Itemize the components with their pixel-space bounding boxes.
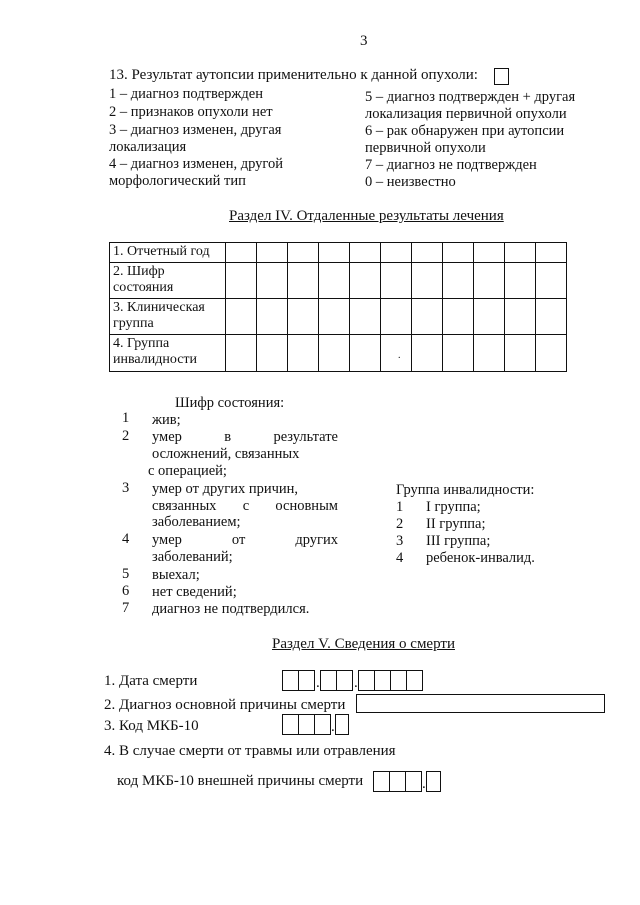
table-cell[interactable] [443, 335, 474, 372]
word: других [295, 532, 338, 548]
status-num-5: 5 [122, 566, 130, 582]
external-code-digit-4[interactable] [426, 771, 441, 792]
table-row [110, 335, 567, 372]
q13-option-1: 1 – диагноз подтвержден [109, 86, 263, 102]
section-4-title: Раздел IV. Отдаленные результаты лечения [229, 208, 504, 224]
date-year-digit-1[interactable] [358, 670, 375, 691]
table-cell[interactable] [412, 335, 443, 372]
q13-option-4-cont: морфологический тип [109, 173, 246, 189]
death-date-label: 1. Дата смерти [104, 673, 198, 689]
page-number: 3 [360, 33, 368, 49]
word: связанных [152, 498, 217, 514]
trauma-label: 4. В случае смерти от травмы или отравления [104, 743, 396, 759]
status-item-1: жив; [152, 412, 181, 428]
long-term-results-table [109, 242, 567, 372]
status-item-5: выехал; [152, 567, 200, 583]
table-cell[interactable] [319, 243, 350, 263]
disability-item-1: I группа; [426, 499, 481, 515]
cell-mark: . [398, 350, 401, 361]
table-cell[interactable] [381, 263, 412, 299]
icd-code-digit-3[interactable] [314, 714, 331, 735]
external-separator: . [422, 776, 426, 792]
status-item-4-cont: заболеваний; [152, 549, 233, 565]
status-item-3-cont2: заболеванием; [152, 514, 241, 530]
table-cell[interactable] [474, 299, 505, 335]
q13-answer-box[interactable] [494, 68, 509, 85]
table-cell[interactable] [536, 263, 567, 299]
table-cell[interactable] [381, 243, 412, 263]
row-label-year: 1. Отчетный год [110, 243, 226, 263]
disability-item-3: III группа; [426, 533, 491, 549]
date-month-digit-1[interactable] [320, 670, 337, 691]
table-cell[interactable] [412, 263, 443, 299]
table-cell[interactable] [226, 299, 257, 335]
disability-title: Группа инвалидности: [396, 482, 535, 498]
table-cell[interactable] [288, 243, 319, 263]
external-code-digit-2[interactable] [389, 771, 406, 792]
diagnosis-label: 2. Диагноз основной причины смерти [104, 697, 346, 713]
table-cell[interactable] [536, 243, 567, 263]
q13-option-3: 3 – диагноз изменен, другая [109, 122, 282, 138]
date-month-digit-2[interactable] [336, 670, 353, 691]
table-cell[interactable] [505, 243, 536, 263]
date-day-digit-2[interactable] [298, 670, 315, 691]
disability-num-3: 3 [396, 533, 404, 549]
table-cell[interactable] [288, 299, 319, 335]
table-cell[interactable] [443, 243, 474, 263]
table-cell[interactable] [350, 335, 381, 372]
icd-code-digit-2[interactable] [298, 714, 315, 735]
disability-num-4: 4 [396, 550, 404, 566]
table-cell[interactable] [257, 335, 288, 372]
status-title: Шифр состояния: [175, 395, 285, 411]
icd-separator: . [331, 719, 335, 735]
table-cell[interactable] [536, 335, 567, 372]
table-cell[interactable] [350, 263, 381, 299]
status-num-1: 1 [122, 410, 130, 426]
row-label-disability: 4. Группа инвалидности [110, 335, 226, 372]
icd-code-digit-4[interactable] [335, 714, 349, 735]
status-num-7: 7 [122, 600, 130, 616]
external-cause-label: код МКБ-10 внешней причины смерти [117, 773, 364, 789]
disability-num-1: 1 [396, 499, 404, 515]
table-cell[interactable] [226, 263, 257, 299]
table-cell[interactable] [288, 263, 319, 299]
disability-num-2: 2 [396, 516, 404, 532]
q13-option-7: 7 – диагноз не подтвержден [365, 157, 537, 173]
table-cell[interactable] [474, 335, 505, 372]
icd-code-label: 3. Код МКБ-10 [104, 718, 199, 734]
q13-option-2: 2 – признаков опухоли нет [109, 104, 273, 120]
q13-option-6: 6 – рак обнаружен при аутопсии [365, 123, 565, 139]
table-cell[interactable] [505, 335, 536, 372]
table-row [110, 263, 567, 299]
table-cell[interactable] [381, 299, 412, 335]
external-code-digit-3[interactable] [405, 771, 422, 792]
status-num-3: 3 [122, 480, 130, 496]
status-item-3: умер от других причин, [152, 481, 299, 497]
q13-option-6-cont: первичной опухоли [365, 140, 486, 156]
q13-option-4: 4 – диагноз изменен, другой [109, 156, 284, 172]
q13-title: 13. Результат аутопсии применительно к данной опухоли: [109, 67, 478, 83]
date-separator: . [316, 675, 320, 691]
table-cell[interactable] [257, 243, 288, 263]
table-cell[interactable] [319, 263, 350, 299]
q13-option-0: 0 – неизвестно [365, 174, 456, 190]
icd-code-digit-1[interactable] [282, 714, 299, 735]
disability-item-4: ребенок-инвалид. [426, 550, 535, 566]
table-cell[interactable] [257, 299, 288, 335]
row-label-clinical-group: 3. Клиническая группа [110, 299, 226, 335]
table-cell[interactable] [505, 299, 536, 335]
status-item-4 [152, 532, 338, 549]
status-item-3-cont [152, 498, 338, 515]
section-5-title: Раздел V. Сведения о смерти [272, 636, 455, 652]
status-item-2-cont2: с операцией; [148, 463, 227, 479]
table-row [110, 299, 567, 335]
table-cell[interactable] [443, 263, 474, 299]
table-cell[interactable] [226, 335, 257, 372]
word: умер [152, 429, 182, 445]
table-cell[interactable] [412, 299, 443, 335]
status-num-6: 6 [122, 583, 130, 599]
table-cell[interactable] [350, 243, 381, 263]
table-cell[interactable] [381, 335, 412, 372]
date-year-digit-3[interactable] [390, 670, 407, 691]
status-item-6: нет сведений; [152, 584, 237, 600]
table-cell[interactable] [319, 335, 350, 372]
table-cell[interactable] [257, 263, 288, 299]
word: в [224, 429, 232, 445]
table-cell[interactable] [474, 243, 505, 263]
date-separator: . [354, 675, 358, 691]
status-num-4: 4 [122, 531, 130, 547]
date-year-digit-2[interactable] [374, 670, 391, 691]
status-num-2: 2 [122, 428, 130, 444]
q13-option-5-cont: локализация первичной опухоли [365, 106, 567, 122]
date-year-digit-4[interactable] [406, 670, 423, 691]
status-item-2 [152, 429, 338, 446]
date-day-digit-1[interactable] [282, 670, 299, 691]
table-cell[interactable] [536, 299, 567, 335]
word: основным [275, 498, 338, 514]
table-cell[interactable] [412, 243, 443, 263]
disability-item-2: II группа; [426, 516, 486, 532]
status-item-7: диагноз не подтвердился. [152, 601, 310, 617]
status-item-2-cont: осложнений, связанных [152, 446, 300, 462]
table-cell[interactable] [443, 299, 474, 335]
row-label-status: 2. Шифр состояния [110, 263, 226, 299]
table-row [110, 243, 567, 263]
q13-option-3-cont: локализация [109, 139, 187, 155]
table-cell[interactable] [505, 263, 536, 299]
table-cell[interactable] [350, 299, 381, 335]
table-cell[interactable] [474, 263, 505, 299]
table-cell[interactable] [319, 299, 350, 335]
diagnosis-field[interactable] [356, 694, 605, 713]
word: результате [273, 429, 338, 445]
word: умер [152, 532, 182, 548]
external-code-digit-1[interactable] [373, 771, 390, 792]
word: от [231, 532, 246, 548]
table-cell[interactable] [288, 335, 319, 372]
q13-option-5: 5 – диагноз подтвержден + другая [365, 89, 576, 105]
word: с [242, 498, 250, 514]
table-cell[interactable] [226, 243, 257, 263]
